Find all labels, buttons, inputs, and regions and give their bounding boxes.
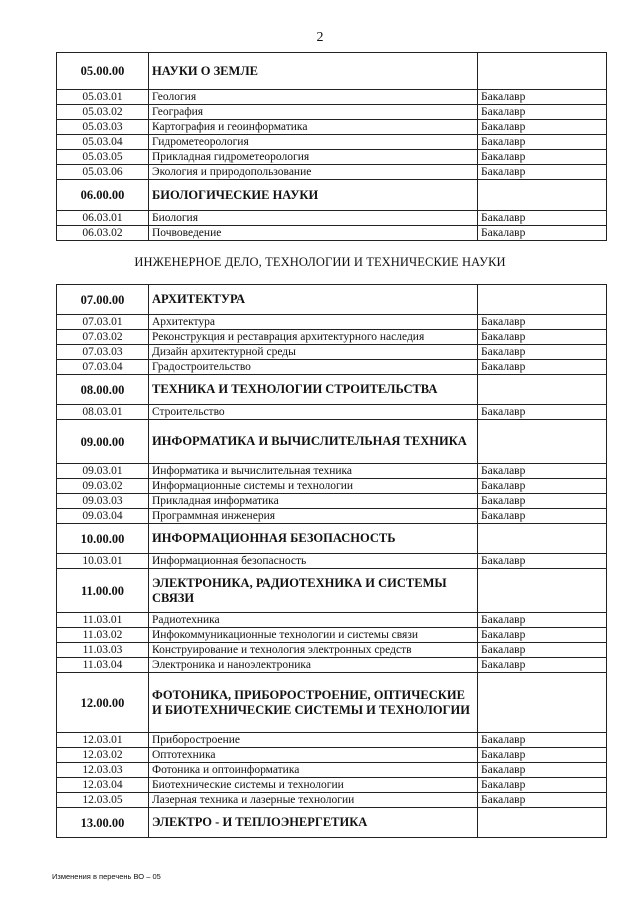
- row-code: 06.03.02: [57, 226, 149, 241]
- row-code: 11.00.00: [57, 569, 149, 613]
- table-row: [57, 778, 607, 793]
- row-code: 11.03.04: [57, 658, 149, 673]
- row-code: 07.03.03: [57, 345, 149, 360]
- row-name: Биотехнические системы и технологии: [149, 778, 478, 793]
- row-name: Дизайн архитектурной среды: [149, 345, 478, 360]
- row-code: 05.03.06: [57, 165, 149, 180]
- row-code: 05.03.05: [57, 150, 149, 165]
- row-code: 06.03.01: [57, 211, 149, 226]
- row-code: 09.03.03: [57, 494, 149, 509]
- row-code: 11.03.03: [57, 643, 149, 658]
- row-qualification: Бакалавр: [478, 554, 607, 569]
- row-name: Градостроительство: [149, 360, 478, 375]
- group-name: ТЕХНИКА И ТЕХНОЛОГИИ СТРОИТЕЛЬСТВА: [149, 375, 478, 405]
- row-name: Прикладная информатика: [149, 494, 478, 509]
- row-qualification: [478, 53, 607, 90]
- row-code: 11.03.01: [57, 613, 149, 628]
- group-row: [57, 673, 607, 733]
- row-code: 09.03.01: [57, 464, 149, 479]
- row-qualification: [478, 180, 607, 211]
- row-qualification: Бакалавр: [478, 464, 607, 479]
- group-name: ФОТОНИКА, ПРИБОРОСТРОЕНИЕ, ОПТИЧЕСКИЕ И БИОТЕХНИЧЕСКИЕ СИСТЕМЫ И ТЕХНОЛОГИИ: [149, 673, 478, 733]
- table-row: [57, 479, 607, 494]
- row-qualification: Бакалавр: [478, 793, 607, 808]
- row-qualification: Бакалавр: [478, 658, 607, 673]
- row-code: 07.03.01: [57, 315, 149, 330]
- table-row: [57, 494, 607, 509]
- row-qualification: [478, 569, 607, 613]
- row-qualification: Бакалавр: [478, 628, 607, 643]
- row-qualification: Бакалавр: [478, 763, 607, 778]
- row-qualification: Бакалавр: [478, 509, 607, 524]
- row-name: Экология и природопользование: [149, 165, 478, 180]
- row-qualification: Бакалавр: [478, 120, 607, 135]
- row-code: 09.03.04: [57, 509, 149, 524]
- row-code: 12.03.02: [57, 748, 149, 763]
- footer-note: Изменения в перечень ВО – 05: [52, 872, 161, 881]
- row-name: Информационная безопасность: [149, 554, 478, 569]
- table-row: [57, 509, 607, 524]
- row-qualification: Бакалавр: [478, 479, 607, 494]
- table-row: [57, 105, 607, 120]
- row-qualification: Бакалавр: [478, 733, 607, 748]
- row-code: 05.03.01: [57, 90, 149, 105]
- row-name: Почвоведение: [149, 226, 478, 241]
- group-row: [57, 569, 607, 613]
- table-row: [57, 658, 607, 673]
- row-qualification: Бакалавр: [478, 494, 607, 509]
- group-name: НАУКИ О ЗЕМЛЕ: [149, 53, 478, 90]
- group-row: [57, 420, 607, 464]
- row-code: 05.00.00: [57, 53, 149, 90]
- specialties-table-earth-bio: [56, 52, 607, 241]
- row-code: 13.00.00: [57, 808, 149, 838]
- table-row: [57, 628, 607, 643]
- group-row: [57, 53, 607, 90]
- specialties-table-engineering: [56, 284, 607, 838]
- row-qualification: Бакалавр: [478, 345, 607, 360]
- row-code: 07.00.00: [57, 285, 149, 315]
- row-name: Конструирование и технология электронных средств: [149, 643, 478, 658]
- row-name: Программная инженерия: [149, 509, 478, 524]
- group-row: [57, 524, 607, 554]
- table-row: [57, 793, 607, 808]
- row-qualification: [478, 524, 607, 554]
- table-row: [57, 360, 607, 375]
- group-row: [57, 375, 607, 405]
- row-name: Лазерная техника и лазерные технологии: [149, 793, 478, 808]
- row-code: 11.03.02: [57, 628, 149, 643]
- group-row: [57, 808, 607, 838]
- row-name: Информатика и вычислительная техника: [149, 464, 478, 479]
- group-name: ИНФОРМАЦИОННАЯ БЕЗОПАСНОСТЬ: [149, 524, 478, 554]
- table-row: [57, 554, 607, 569]
- row-code: 12.03.03: [57, 763, 149, 778]
- row-code: 12.00.00: [57, 673, 149, 733]
- row-qualification: Бакалавр: [478, 748, 607, 763]
- row-name: Биология: [149, 211, 478, 226]
- section-heading: ИНЖЕНЕРНОЕ ДЕЛО, ТЕХНОЛОГИИ И ТЕХНИЧЕСКИЕ НАУКИ: [134, 255, 506, 269]
- row-qualification: Бакалавр: [478, 90, 607, 105]
- table-row: [57, 135, 607, 150]
- row-code: 10.00.00: [57, 524, 149, 554]
- row-qualification: [478, 375, 607, 405]
- table-row: [57, 733, 607, 748]
- row-name: Электроника и наноэлектроника: [149, 658, 478, 673]
- group-name: ИНФОРМАТИКА И ВЫЧИСЛИТЕЛЬНАЯ ТЕХНИКА: [149, 420, 478, 464]
- row-name: Картография и геоинформатика: [149, 120, 478, 135]
- group-name: АРХИТЕКТУРА: [149, 285, 478, 315]
- row-code: 06.00.00: [57, 180, 149, 211]
- row-qualification: Бакалавр: [478, 643, 607, 658]
- row-code: 12.03.01: [57, 733, 149, 748]
- row-qualification: Бакалавр: [478, 360, 607, 375]
- row-code: 05.03.02: [57, 105, 149, 120]
- row-code: 05.03.04: [57, 135, 149, 150]
- table-row: [57, 464, 607, 479]
- row-code: 07.03.02: [57, 330, 149, 345]
- row-name: Строительство: [149, 405, 478, 420]
- row-qualification: Бакалавр: [478, 150, 607, 165]
- row-name: Прикладная гидрометеорология: [149, 150, 478, 165]
- table-row: [57, 315, 607, 330]
- row-name: Фотоника и оптоинформатика: [149, 763, 478, 778]
- row-qualification: Бакалавр: [478, 211, 607, 226]
- table-row: [57, 330, 607, 345]
- group-name: ЭЛЕКТРО - И ТЕПЛОЭНЕРГЕТИКА: [149, 808, 478, 838]
- table-row: [57, 90, 607, 105]
- row-qualification: Бакалавр: [478, 613, 607, 628]
- table-row: [57, 211, 607, 226]
- row-code: 09.00.00: [57, 420, 149, 464]
- table-row: [57, 165, 607, 180]
- row-name: Оптотехника: [149, 748, 478, 763]
- row-code: 08.00.00: [57, 375, 149, 405]
- row-qualification: [478, 808, 607, 838]
- row-code: 12.03.04: [57, 778, 149, 793]
- group-name: ЭЛЕКТРОНИКА, РАДИОТЕХНИКА И СИСТЕМЫ СВЯЗИ: [149, 569, 478, 613]
- row-qualification: Бакалавр: [478, 226, 607, 241]
- row-qualification: Бакалавр: [478, 778, 607, 793]
- row-code: 12.03.05: [57, 793, 149, 808]
- row-code: 09.03.02: [57, 479, 149, 494]
- row-name: Реконструкция и реставрация архитектурного наследия: [149, 330, 478, 345]
- row-name: География: [149, 105, 478, 120]
- table-row: [57, 120, 607, 135]
- row-qualification: Бакалавр: [478, 330, 607, 345]
- row-name: Архитектура: [149, 315, 478, 330]
- row-code: 10.03.01: [57, 554, 149, 569]
- table-row: [57, 643, 607, 658]
- row-name: Инфокоммуникационные технологии и системы связи: [149, 628, 478, 643]
- table-row: [57, 150, 607, 165]
- table-row: [57, 748, 607, 763]
- row-name: Информационные системы и технологии: [149, 479, 478, 494]
- group-row: [57, 180, 607, 211]
- row-code: 05.03.03: [57, 120, 149, 135]
- row-qualification: Бакалавр: [478, 165, 607, 180]
- row-qualification: Бакалавр: [478, 105, 607, 120]
- table-row: [57, 226, 607, 241]
- row-code: 07.03.04: [57, 360, 149, 375]
- page-number: 2: [316, 30, 324, 45]
- group-name: БИОЛОГИЧЕСКИЕ НАУКИ: [149, 180, 478, 211]
- table-row: [57, 613, 607, 628]
- row-qualification: Бакалавр: [478, 405, 607, 420]
- table-row: [57, 763, 607, 778]
- row-name: Радиотехника: [149, 613, 478, 628]
- row-qualification: [478, 420, 607, 464]
- row-name: Геология: [149, 90, 478, 105]
- row-qualification: Бакалавр: [478, 135, 607, 150]
- row-name: Приборостроение: [149, 733, 478, 748]
- row-qualification: [478, 285, 607, 315]
- group-row: [57, 285, 607, 315]
- row-code: 08.03.01: [57, 405, 149, 420]
- row-qualification: Бакалавр: [478, 315, 607, 330]
- row-name: Гидрометеорология: [149, 135, 478, 150]
- table-row: [57, 405, 607, 420]
- row-qualification: [478, 673, 607, 733]
- table-row: [57, 345, 607, 360]
